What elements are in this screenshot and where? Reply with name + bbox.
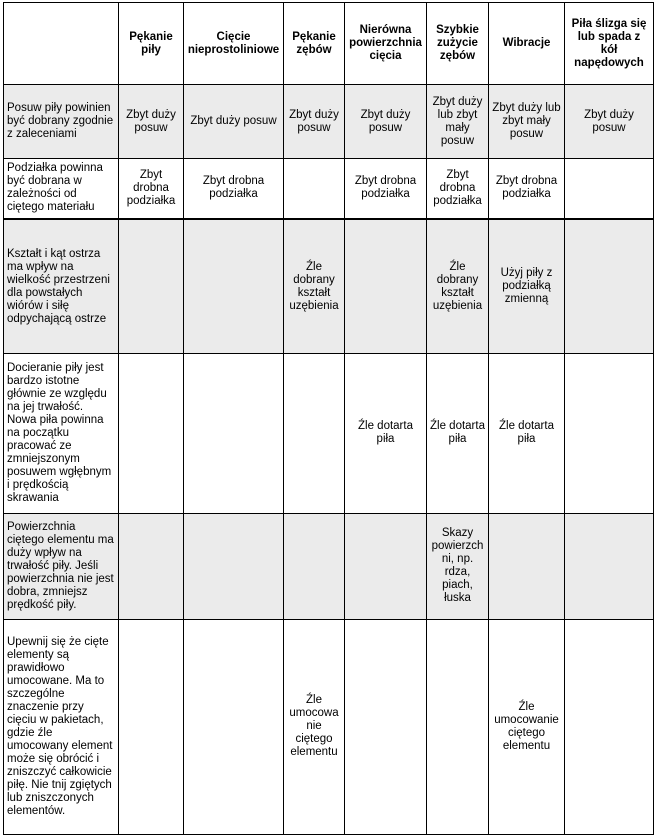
header-uneven-surface: Nierówna powierzchnia cięcia [345, 3, 427, 85]
table-cell: Zbyt drobna podziałka [427, 159, 489, 219]
table-row [4, 619, 654, 834]
table-cell [565, 159, 654, 219]
table-row [4, 159, 654, 219]
table-cell [284, 159, 345, 219]
header-blade-cracking: Pękanie piły [119, 3, 184, 85]
table-cell: Zbyt duży posuw [565, 85, 654, 159]
row-label: Posuw piły powinien być dobrany zgodnie z zaleceniami [4, 85, 119, 159]
row-label: Podziałka powinna być dobrana w zależności od ciętego materiału [4, 159, 119, 219]
table-row [4, 85, 654, 159]
table-cell [284, 354, 345, 513]
header-row [4, 3, 654, 85]
table-cell [119, 354, 184, 513]
table-cell: Zbyt duży lub zbyt mały posuw [489, 85, 565, 159]
table-cell [345, 219, 427, 354]
table-cell: Zbyt duży posuw [184, 85, 284, 159]
table-cell [345, 619, 427, 834]
table-row [4, 354, 654, 513]
table-cell: Zbyt duży lub zbyt mały posuw [427, 85, 489, 159]
table-cell: Zbyt drobna podziałka [489, 159, 565, 219]
table-row [4, 219, 654, 354]
table-cell [119, 513, 184, 619]
row-label: Upewnij się że cięte elementy są prawidłowo umocowane. Ma to szczególne znaczenie przy cięciu w pakietach, gdzie źle umocowany element może się obrócić i zniszczyć całkowicie piłę. Nie tnij zgiętych lub zniszczonych elementów. [4, 619, 119, 834]
header-corner [4, 3, 119, 85]
table-cell [184, 513, 284, 619]
table-cell: Źle dobrany kształt uzębienia [284, 219, 345, 354]
table-cell [184, 619, 284, 834]
table-cell: Użyj piły z podziałką zmienną [489, 219, 565, 354]
table-cell [119, 619, 184, 834]
header-fast-tooth-wear: Szybkie zużycie zębów [427, 3, 489, 85]
table-cell: Źle dotarta piła [427, 354, 489, 513]
row-label: Kształt i kąt ostrza ma wpływ na wielkość przestrzeni dla powstałych wiórów i siłę odpychającą ostrze [4, 219, 119, 354]
table-cell: Źle dobrany kształt uzębienia [427, 219, 489, 354]
table-cell: Zbyt duży posuw [119, 85, 184, 159]
row-label: Powierzchnia ciętego elementu ma duży wpływ na trwałość piły. Jeśli powierzchnia nie jest dobra, zmniejsz prędkość piły. [4, 513, 119, 619]
header-blade-slipping: Piła ślizga się lub spada z kół napędowych [565, 3, 654, 85]
table-cell: Zbyt drobna podziałka [119, 159, 184, 219]
table-row [4, 513, 654, 619]
header-crooked-cutting: Cięcie nieprostoliniowe [184, 3, 284, 85]
table-cell [565, 354, 654, 513]
table-cell [184, 354, 284, 513]
table-cell [565, 619, 654, 834]
header-vibrations: Wibracje [489, 3, 565, 85]
table-cell [565, 219, 654, 354]
table-cell: Źle dotarta piła [489, 354, 565, 513]
table-cell [427, 619, 489, 834]
troubleshooting-table [3, 2, 654, 835]
table-cell: Zbyt duży posuw [284, 85, 345, 159]
table-cell: Zbyt drobna podziałka [184, 159, 284, 219]
row-label: Docieranie piły jest bardzo istotne głównie ze względu na jej trwałość. Nowa piła powinna na początku pracować ze zmniejszonym posuwem wgłębnym i prędkością skrawania [4, 354, 119, 513]
table-cell: Źle umocowanie ciętego elementu [489, 619, 565, 834]
table-cell [119, 219, 184, 354]
table-cell: Skazy powierzchni, np. rdza, piach, łuska [427, 513, 489, 619]
table-cell: Źle umocowanie ciętego elementu [284, 619, 345, 834]
table-cell [345, 513, 427, 619]
table-cell [489, 513, 565, 619]
table-cell [284, 513, 345, 619]
header-tooth-cracking: Pękanie zębów [284, 3, 345, 85]
table-cell: Źle dotarta piła [345, 354, 427, 513]
table-cell [184, 219, 284, 354]
table-cell: Zbyt duży posuw [345, 85, 427, 159]
table-cell: Zbyt drobna podziałka [345, 159, 427, 219]
table-cell [565, 513, 654, 619]
